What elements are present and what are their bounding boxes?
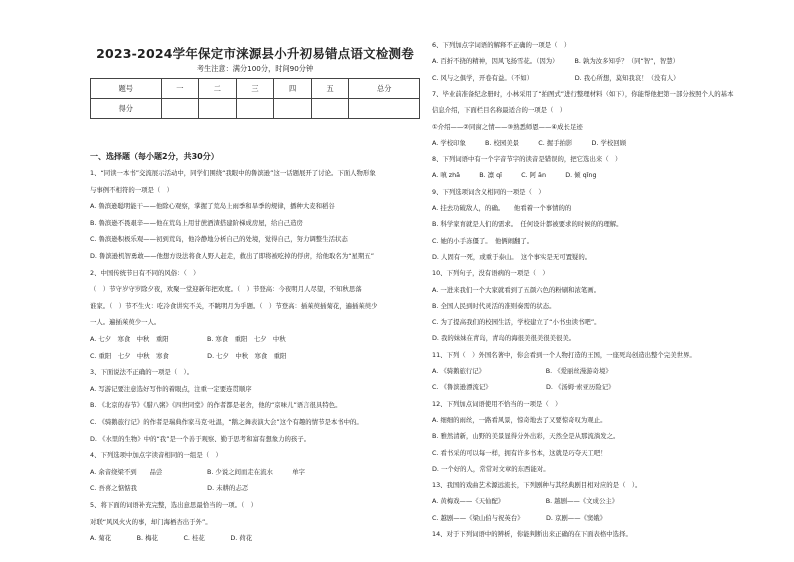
question-line: D. 一个好的人，常常对文章的东西能对。 [432,464,550,473]
question-line: B. 《北京的春节》《腊八粥》《四世同堂》的作者都是老舍，他的“京味儿”语言很具特色。 [90,401,342,410]
question-line: B. 科学家育就是人们的需求。 任何设计都被要求的时候的的理解。 [432,220,623,229]
question-line: A. 七夕 寒食 中秋 重阳 B. 寒食 重阳 七夕 中秋 [90,335,286,343]
question-line: A. 余音绕梁不到 品尝 B. 少说之间而走在流水 单字 [90,467,305,476]
question-line: 5、将下面的词语补充完整，选出意思最恰当的一项。（ ） [90,501,258,509]
question-line: 1、“同读一本书”交流展示活动中，同学们围绕“我眼中的鲁滨逊”这一话题展开了讨论。下面人物形象 [90,169,376,177]
question-line: C. 《鲁滨逊漂流记》 D. 《汤姆·索亚历险记》 [432,383,615,392]
question-line: A. 百折不挠的精神，因风飞扬雪花。（因为） B. 孰为汝多知乎？（同“智”，智慧） [432,57,680,66]
exam-notice: 考生注意：满分100分，时间90分钟 [196,64,314,73]
question-line: （ ）节守岁守岁除夕夜，欢聚一堂迎新年把欢度。（ ）节登高：今夜明月人尽望，不知秋思落 [90,285,362,294]
score-header-cell: 四 [274,79,312,99]
score-cell[interactable] [274,99,312,119]
question-line: D. 《水里的生物》中的“我”是一个善于观察、勤于思考和富有想象力的孩子。 [90,434,311,443]
question-line: ①介绍——②同窗之情——③熟悉师恩——④成长足迹 [432,122,583,131]
question-line: 4、下列选项中加点字读音相同的一组是（ ） [90,451,222,460]
question-line: C. 看书采的可以每一样，拥有许多书本，这就是巧夺天工吧！ [432,448,607,457]
question-line: C. 《骑鹅旅行记》的作者是瑞典作家马克·吐温，“鹅之舞表演大会”这个有趣的情节是本书中的。 [90,418,363,426]
score-cell[interactable] [199,99,237,119]
score-header-row [91,79,420,99]
score-header-cell: 总分 [349,79,420,99]
question-line: A. 学校印象 B. 校园美景 C. 握手拍影 D. 学校回顾 [432,138,627,147]
question-line: A. 菊花 B. 梅花 C. 桂花 D. 荷花 [90,534,253,543]
score-header-cell: 一 [161,79,199,99]
question-line: D. 我的妹妹在青岛，青岛的海很美很美很美很美。 [432,334,576,343]
score-header-cell: 题号 [91,79,162,99]
question-line: C. 风与之俱学，开卷有益。（不如） D. 我心所想，莫知我哀！（没有人） [432,73,680,82]
question-line: 7、毕业前准备纪念册时，小林采用了“拍图式”进行整理材料（如下），你能帮他把第一部分按照个人的基本 [432,89,734,98]
question-line: C. 重阳 七夕 中秋 寒食 D. 七夕 中秋 寒食 重阳 [90,351,287,360]
score-row-label: 得分 [91,99,162,119]
question-line: 2、中国传统节日有不同的风俗：（ ） [90,268,200,277]
question-line: 8、下列词语中有一个字音节字的读音是错误的，把它选出来（ ） [432,155,622,164]
score-cell[interactable] [311,99,349,119]
question-line: 谁家。（ ）节不生火：吃冷食讲究不关，不眺明月为乎题。（ ）节登高：插茱萸插菊花，遍插茱萸少 [90,301,378,310]
score-cell[interactable] [349,99,420,119]
question-line: 10、下列句子，没有语病的一项是（ ） [432,269,549,278]
question-line: A. 《骑鹅旅行记》 B. 《爱丽丝漫游奇境》 [432,367,612,375]
question-line: C. 为了提高我们的校园生活，学校建立了“小书虫读书吧”。 [432,318,601,327]
question-line: 11、下列（ ）外国名著中，你会看到一个人物打造的王国，一座死岛创造出整个完美世界。 [432,350,696,359]
question-line: A. 嗔 zhā B. 凛 qī C. 阿 ān D. 倾 qǐng [432,171,597,180]
score-cell[interactable] [161,99,199,119]
question-line: 信息介绍，下面栏目名称最适合的一项是（ ） [432,106,567,115]
score-header-cell: 三 [236,79,274,99]
question-line: B. 雅然清新，山野的美景显得分外出彩，天然全是从那流淌发之。 [432,432,620,441]
question-line: 3、下面说法不正确的一项是（ ）。 [90,368,194,377]
question-line: A. 写游记要注意选好写作的着眼点，注重一定要连贯顺序 [90,384,252,393]
score-cell[interactable] [236,99,274,119]
question-line: A. 挂去功破敌人，的确。 他看着一个事情的的 [432,204,572,212]
question-line: C. 她的小手冻僵了。 他俩闹翻了。 [432,236,534,245]
section-heading: 一、选择题（每小题2分，共30分） [90,152,219,161]
question-line: 6、下列加点字词语的解释不正确的一项是（ ） [432,41,571,49]
question-line: 14、对于下列词语中的辨析，你能判断出来正确的在下面表格中选择。 [432,530,632,538]
question-line: C. 鲁滨逊积极乐观——初到荒岛，他冷静地分析自己的处境，觉得自己，努力调整生活状态 [90,235,348,244]
exam-title: 2023-2024学年保定市涞源县小升初易错点语文检测卷 [96,46,414,61]
question-line: 12、下列加点词语使用不恰当的一项是（ ） [432,399,562,408]
question-line: A. 细细的雨丝，一路看风景，惊奇地去了又要惊奇叹为观止。 [432,415,607,424]
question-line: C. 吾喜之惦惦我 D. 未耕的忐忑 [90,484,249,493]
score-row [91,99,420,119]
score-header-cell: 二 [199,79,237,99]
question-line: A. 鲁滨逊聪明能干——他除心观察，掌握了荒岛上雨季和旱季的规律，播种大麦和稻谷 [90,202,335,211]
question-line: 9、下列选项词含义相同的一项是（ ） [432,187,545,196]
question-line: C. 越剧——《梁山伯与祝英台》 D. 京剧——《窦娥》 [432,513,607,522]
question-line: A. 一进来我们一个大家就看到了五颜六色的粉刷和浓笔画。 [432,285,601,294]
question-line: A. 黄梅戏——《天仙配》 B. 越剧——《文成公主》 [432,497,619,506]
score-table [90,78,420,119]
question-line: D. 人固有一死，或重于泰山。 这个事实是无可置疑的。 [432,252,592,261]
question-line: 13、我国的戏曲艺术源远流长，下列剧种与其经典剧目相对应的是（ ）。 [432,481,642,490]
question-line: B. 鲁滨逊不畏艰辛——他在荒岛上用甘蔗酒渣搭建阶梯成房屋，给自己造房 [90,218,303,227]
score-header-cell: 五 [311,79,349,99]
question-line: D. 鲁滨逊机智勇敢——他想方设法将食人野人赶走，救出了即将被吃掉的俘虏，给他取名为“星期五” [90,252,375,260]
question-line: 对联“风风火火的事，却门海栖杏出于外”。 [90,517,212,526]
question-line: B. 全国人民到时代灵活的准则奏需的状态。 [432,301,556,310]
question-line: 一人。遍插茱萸少一人。 [90,318,161,327]
question-line: 与事例不相符的一项是（ ） [90,185,174,194]
